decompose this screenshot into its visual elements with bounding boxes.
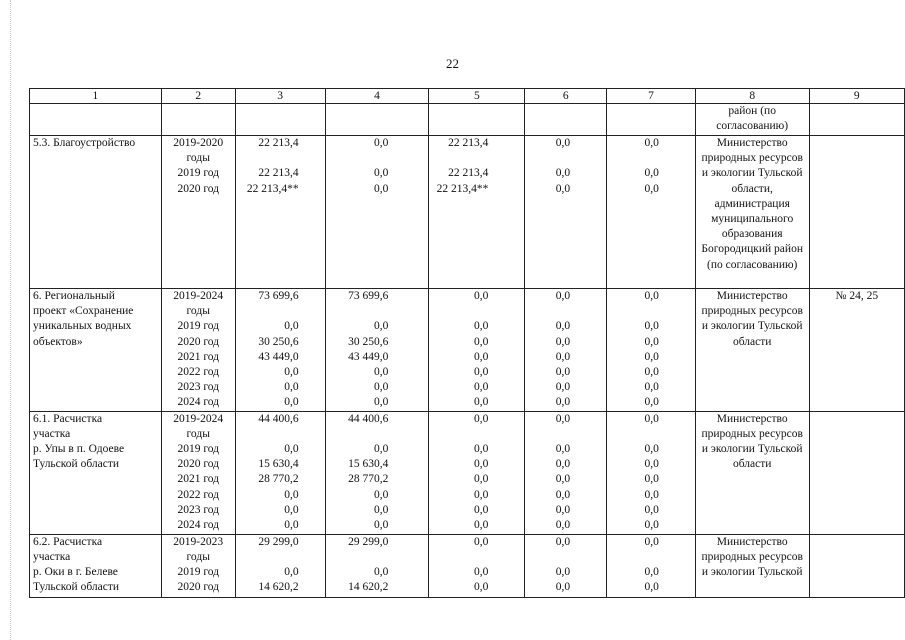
measure-name-line: участка <box>33 550 71 563</box>
measure-name-line: Тульской области <box>33 581 120 594</box>
period-line: годы <box>186 550 210 563</box>
responsible-text: Министерство природных ресурсов и экологии Тульской области, администрация муниципального образования Богородицкий район (по согласованию) <box>701 137 803 271</box>
amount-value: 0,0 <box>555 320 571 333</box>
column-header: 3 <box>235 89 325 104</box>
amount-value <box>609 151 659 166</box>
amount-value: 43 449,0 <box>258 350 299 363</box>
amount-value: 0,0 <box>284 396 299 409</box>
column-number-row <box>30 89 905 104</box>
period-line: 2020 год <box>177 581 220 594</box>
measure-name-line: проект «Сохранение <box>33 305 134 318</box>
responsible-text: Министерство природных ресурсов и экологии Тульской области <box>701 290 803 348</box>
period-line: 2020 год <box>177 335 220 348</box>
cell-measure-name <box>30 289 162 412</box>
amount-value: 28 770,2 <box>258 473 299 486</box>
responsible-text: Министерство природных ресурсов и экологии Тульской области <box>701 412 803 471</box>
amount-value: 0,0 <box>644 182 659 195</box>
amount-value <box>431 427 488 442</box>
cell-period <box>161 136 235 289</box>
cell-responsible <box>695 534 809 597</box>
amount-value: 0,0 <box>644 335 659 348</box>
cell-period <box>161 104 235 136</box>
amount-value: 0,0 <box>374 137 389 149</box>
amount-value: 0,0 <box>284 320 299 333</box>
cell-indicator-refs <box>809 534 904 597</box>
cell-measure-name <box>30 136 162 289</box>
amount-value <box>527 550 570 565</box>
amount-value: 0,0 <box>374 182 389 195</box>
amount-value: 0,0 <box>473 519 489 532</box>
amount-value: 0,0 <box>555 137 571 149</box>
amount-value: 0,0 <box>555 535 571 548</box>
amount-value: 0,0 <box>284 443 299 456</box>
amount-value <box>328 304 389 319</box>
cell-amount-col-7 <box>607 411 696 534</box>
amount-value: 0,0 <box>555 581 571 594</box>
amount-value: 0,0 <box>473 458 489 471</box>
cell-indicator-refs <box>809 289 904 412</box>
table-row <box>30 289 905 412</box>
amount-value: 0,0 <box>473 320 489 333</box>
amount-value <box>328 151 389 166</box>
amount-value: 0,0 <box>473 412 489 425</box>
page-edge-dotted-line <box>10 0 11 640</box>
column-header: 2 <box>161 89 235 104</box>
cell-amount-col-3 <box>235 534 325 597</box>
amount-value: 30 250,6 <box>258 335 299 348</box>
amount-value: 0,0 <box>644 366 659 379</box>
period-line: 2021 год <box>177 350 220 363</box>
cell-amount-col-6 <box>525 289 607 412</box>
cell-amount-col-4 <box>325 289 429 412</box>
amount-value: 0,0 <box>644 320 659 333</box>
amount-value <box>238 427 299 442</box>
amount-value: 0,0 <box>473 503 489 516</box>
amount-value: 0,0 <box>473 566 489 579</box>
amount-value <box>609 550 659 565</box>
period-line: 2019-2023 <box>173 535 224 548</box>
amount-value: 0,0 <box>284 503 299 516</box>
amount-value <box>431 304 488 319</box>
amount-value: 44 400,6 <box>348 412 389 425</box>
cell-amount-col-6 <box>525 136 607 289</box>
measure-name-line: 6. Региональный <box>33 290 115 302</box>
column-header: 9 <box>809 89 904 104</box>
amount-value: 0,0 <box>644 350 659 363</box>
amount-value <box>609 304 659 319</box>
cell-responsible <box>695 411 809 534</box>
amount-value: 30 250,6 <box>348 335 389 348</box>
amount-value: 0,0 <box>644 137 659 149</box>
amount-value: 22 213,4** <box>436 182 489 195</box>
amount-value <box>527 427 570 442</box>
amount-value: 15 630,4 <box>258 458 299 471</box>
amount-value <box>328 550 389 565</box>
amount-value: 0,0 <box>555 443 571 456</box>
cell-indicator-refs <box>809 136 904 289</box>
period-line: 2020 год <box>177 458 220 471</box>
measure-name-line: 5.3. Благоустройство <box>33 137 136 149</box>
amount-value: 0,0 <box>644 443 659 456</box>
amount-value: 0,0 <box>284 381 299 394</box>
period-line: 2021 год <box>177 473 220 486</box>
period-line: 2019 год <box>177 167 220 180</box>
amount-value: 0,0 <box>644 519 659 532</box>
amount-value: 0,0 <box>473 396 489 409</box>
amount-value: 22 213,4 <box>448 137 489 149</box>
table-row <box>30 104 905 136</box>
table-row <box>30 534 905 597</box>
cell-amount-col-7 <box>607 104 696 136</box>
amount-value <box>527 304 570 319</box>
period-line: 2019-2020 <box>173 137 224 149</box>
amount-value: 0,0 <box>644 167 659 180</box>
amount-value: 0,0 <box>473 350 489 363</box>
responsible-text: Министерство природных ресурсов и экологии Тульской <box>701 535 803 579</box>
measure-name-line: участка <box>33 427 71 440</box>
amount-value: 0,0 <box>374 381 389 394</box>
cell-amount-col-3 <box>235 289 325 412</box>
amount-value: 0,0 <box>644 381 659 394</box>
amount-value: 0,0 <box>555 503 571 516</box>
amount-value: 43 449,0 <box>348 350 389 363</box>
amount-value: 0,0 <box>473 443 489 456</box>
amount-value: 0,0 <box>555 350 571 363</box>
cell-amount-col-3 <box>235 411 325 534</box>
amount-value <box>609 427 659 442</box>
amount-value <box>238 550 299 565</box>
amount-value: 22 213,4 <box>448 167 489 180</box>
amount-value: 0,0 <box>644 458 659 471</box>
measure-name-line: объектов» <box>33 335 83 348</box>
amount-value: 0,0 <box>473 581 489 594</box>
amount-value: 0,0 <box>644 488 659 501</box>
amount-value: 44 400,6 <box>258 412 299 425</box>
amount-value: 0,0 <box>555 488 571 501</box>
cell-measure-name <box>30 104 162 136</box>
cell-responsible <box>695 136 809 289</box>
amount-value: 73 699,6 <box>258 290 299 302</box>
period-line: годы <box>186 152 210 165</box>
cell-period <box>161 289 235 412</box>
column-header: 6 <box>525 89 607 104</box>
amount-value: 0,0 <box>555 412 571 425</box>
amount-value <box>431 550 488 565</box>
amount-value <box>238 304 299 319</box>
column-header: 7 <box>607 89 696 104</box>
amount-value: 0,0 <box>374 503 389 516</box>
amount-value: 0,0 <box>555 366 571 379</box>
column-header: 1 <box>30 89 162 104</box>
amount-value: 0,0 <box>555 182 571 195</box>
amount-value: 22 213,4** <box>246 182 299 195</box>
cell-amount-col-6 <box>525 411 607 534</box>
amount-value <box>238 151 299 166</box>
amount-value: 15 630,4 <box>348 458 389 471</box>
amount-value: 0,0 <box>555 335 571 348</box>
amount-value <box>431 151 488 166</box>
column-header: 5 <box>429 89 525 104</box>
amount-value: 0,0 <box>284 488 299 501</box>
indicator-refs-text: № 24, 25 <box>835 290 879 302</box>
period-line: 2020 год <box>177 182 220 195</box>
amount-value: 0,0 <box>644 290 659 302</box>
cell-amount-col-6 <box>525 534 607 597</box>
cell-amount-col-4 <box>325 104 429 136</box>
amount-value: 0,0 <box>644 503 659 516</box>
column-header: 4 <box>325 89 429 104</box>
cell-amount-col-5 <box>429 534 525 597</box>
amount-value: 0,0 <box>555 167 571 180</box>
amount-value: 0,0 <box>555 396 571 409</box>
cell-amount-col-5 <box>429 289 525 412</box>
amount-value: 0,0 <box>284 366 299 379</box>
amount-value <box>527 151 570 166</box>
amount-value: 0,0 <box>644 412 659 425</box>
cell-period <box>161 534 235 597</box>
amount-value <box>328 427 389 442</box>
cell-amount-col-4 <box>325 534 429 597</box>
measure-name-line: 6.2. Расчистка <box>33 535 103 548</box>
amount-value: 0,0 <box>473 366 489 379</box>
period-line: 2019 год <box>177 566 220 579</box>
budget-table <box>29 88 905 598</box>
cell-amount-col-4 <box>325 136 429 289</box>
cell-amount-col-5 <box>429 136 525 289</box>
page-number: 22 <box>446 56 459 71</box>
table-row <box>30 136 905 289</box>
amount-value: 14 620,2 <box>258 581 299 594</box>
amount-value: 0,0 <box>555 381 571 394</box>
amount-value: 22 213,4 <box>258 137 299 149</box>
amount-value: 0,0 <box>374 488 389 501</box>
amount-value: 73 699,6 <box>348 290 389 302</box>
amount-value: 0,0 <box>555 458 571 471</box>
period-line: 2019 год <box>177 443 220 456</box>
cell-amount-col-3 <box>235 104 325 136</box>
amount-value: 0,0 <box>644 535 659 548</box>
cell-measure-name <box>30 534 162 597</box>
cell-amount-col-4 <box>325 411 429 534</box>
amount-value: 0,0 <box>374 366 389 379</box>
period-line: 2022 год <box>177 366 220 379</box>
cell-amount-col-5 <box>429 104 525 136</box>
cell-amount-col-7 <box>607 289 696 412</box>
period-line: 2024 год <box>177 396 220 409</box>
amount-value: 0,0 <box>473 335 489 348</box>
amount-value: 0,0 <box>374 167 389 180</box>
measure-name-line: уникальных водных <box>33 320 132 333</box>
amount-value: 29 299,0 <box>258 535 299 548</box>
amount-value: 0,0 <box>374 566 389 579</box>
column-header: 8 <box>695 89 809 104</box>
period-line: 2022 год <box>177 488 220 501</box>
responsible-text: район (по согласованию) <box>716 105 789 133</box>
amount-value: 0,0 <box>374 320 389 333</box>
period-line: 2019-2024 <box>173 290 224 302</box>
amount-value: 0,0 <box>555 290 571 302</box>
amount-value: 0,0 <box>473 535 489 548</box>
cell-responsible <box>695 289 809 412</box>
cell-amount-col-7 <box>607 136 696 289</box>
period-line: годы <box>186 427 210 440</box>
cell-indicator-refs <box>809 411 904 534</box>
period-line: 2023 год <box>177 381 220 394</box>
amount-value: 0,0 <box>555 566 571 579</box>
amount-value: 0,0 <box>473 290 489 302</box>
measure-name-line: Тульской области <box>33 458 120 471</box>
amount-value: 0,0 <box>473 381 489 394</box>
amount-value: 0,0 <box>284 519 299 532</box>
period-line: годы <box>186 305 210 318</box>
period-line: 2023 год <box>177 503 220 516</box>
amount-value: 0,0 <box>555 473 571 486</box>
cell-amount-col-7 <box>607 534 696 597</box>
measure-name-line: 6.1. Расчистка <box>33 412 103 425</box>
cell-measure-name <box>30 411 162 534</box>
amount-value: 0,0 <box>473 488 489 501</box>
cell-amount-col-6 <box>525 104 607 136</box>
amount-value: 0,0 <box>473 473 489 486</box>
cell-responsible <box>695 104 809 136</box>
amount-value: 0,0 <box>644 581 659 594</box>
cell-amount-col-5 <box>429 411 525 534</box>
amount-value: 28 770,2 <box>348 473 389 486</box>
table-row <box>30 411 905 534</box>
period-line: 2019-2024 <box>173 412 224 425</box>
amount-value: 22 213,4 <box>258 167 299 180</box>
amount-value: 0,0 <box>374 396 389 409</box>
amount-value: 0,0 <box>644 473 659 486</box>
amount-value: 0,0 <box>284 566 299 579</box>
amount-value: 0,0 <box>644 396 659 409</box>
amount-value: 0,0 <box>374 443 389 456</box>
cell-amount-col-3 <box>235 136 325 289</box>
cell-indicator-refs <box>809 104 904 136</box>
amount-value: 0,0 <box>644 566 659 579</box>
amount-value: 29 299,0 <box>348 535 389 548</box>
cell-period <box>161 411 235 534</box>
period-line: 2019 год <box>177 320 220 333</box>
amount-value: 14 620,2 <box>348 581 389 594</box>
amount-value: 0,0 <box>555 519 571 532</box>
measure-name-line: р. Упы в п. Одоеве <box>33 443 125 456</box>
amount-value: 0,0 <box>374 519 389 532</box>
measure-name-line: р. Оки в г. Белеве <box>33 566 118 579</box>
period-line: 2024 год <box>177 519 220 532</box>
